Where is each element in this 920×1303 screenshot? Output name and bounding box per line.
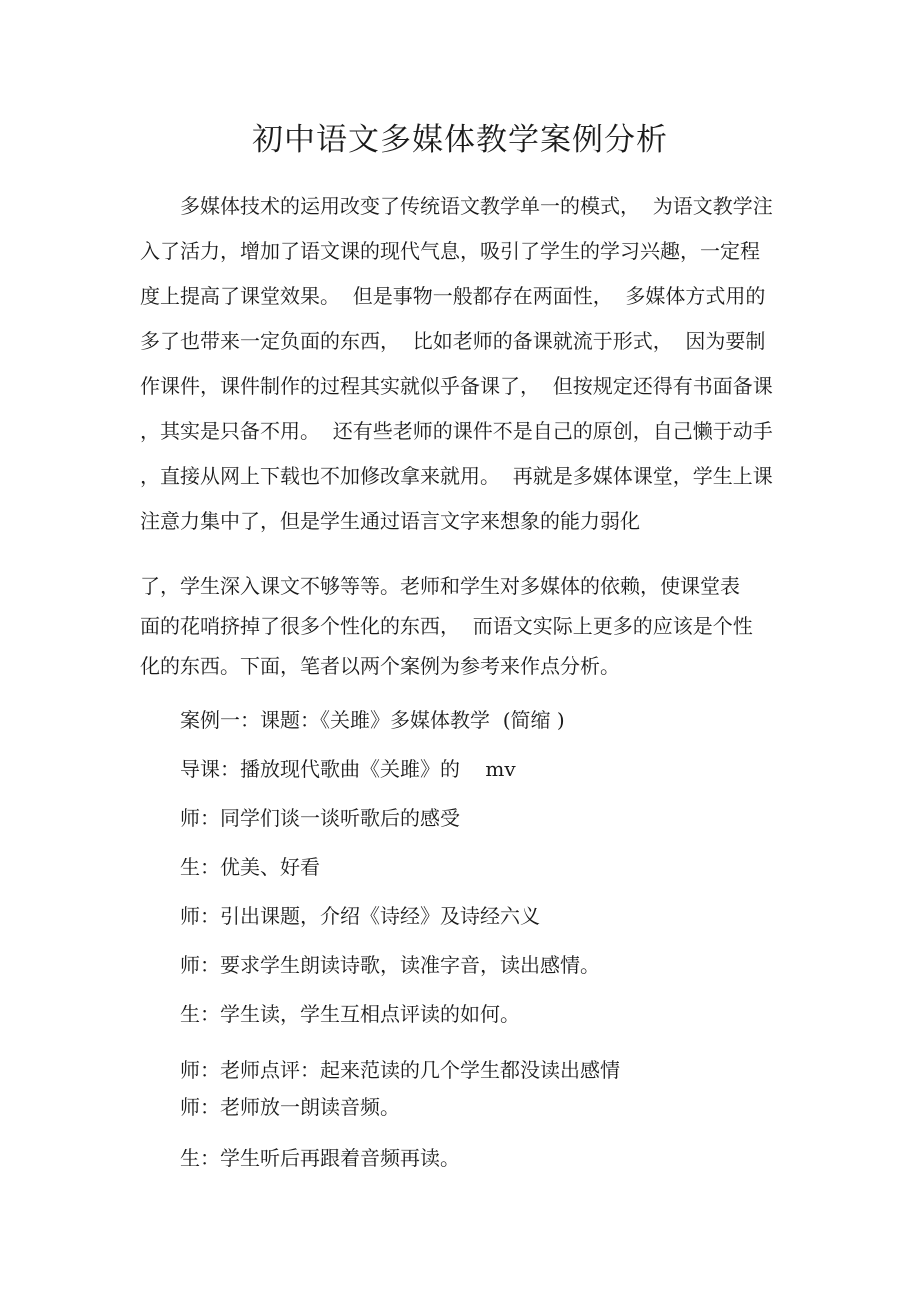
case-line: 导课：播放现代歌曲《关雎》的 mv [180,757,516,781]
case-line: 师：老师点评：起来范读的几个学生都没读出感情 [180,1058,620,1082]
paragraph-line: 入了活力，增加了语文课的现代气息，吸引了学生的学习兴趣，一定程 [140,239,760,263]
case-title: 案例一：课题：《关雎》多媒体教学 (简缩 ) [180,708,565,732]
case-line: 生：学生读，学生互相点评读的如何。 [180,1002,520,1026]
paragraph-line: 作课件，课件制作的过程其实就似乎备课了， 但按规定还得有书面备课 [140,374,773,398]
paragraph-line: ，其实是只备不用。 还有些老师的课件不是自己的原创，自己懒于动手 [140,419,773,443]
paragraph-line: 了，学生深入课文不够等等。老师和学生对多媒体的依赖，使课堂表 [140,574,740,598]
case-line: 师：引出课题，介绍《诗经》及诗经六义 [180,904,540,928]
case-line: 生：优美、好看 [180,855,320,879]
paragraph-line: 注意力集中了，但是学生通过语言文字来想象的能力弱化 [140,509,640,533]
paragraph-line: 度上提高了课堂效果。 但是事物一般都存在两面性， 多媒体方式用的 [140,284,766,308]
document-title: 初中语文多媒体教学案例分析 [252,122,668,158]
paragraph-line: 化的东西。下面，笔者以两个案例为参考来作点分析。 [140,654,620,678]
case-line: 生：学生听后再跟着音频再读。 [180,1146,460,1170]
case-line: 师：老师放一朗读音频。 [180,1095,400,1119]
case-line: 师：同学们谈一谈听歌后的感受 [180,806,460,830]
case-line: 师：要求学生朗读诗歌，读准字音，读出感情。 [180,953,600,977]
paragraph-line: 面的花哨挤掉了很多个性化的东西， 而语文实际上更多的应该是个性 [140,614,753,638]
paragraph-line: ，直接从网上下载也不加修改拿来就用。 再就是多媒体课堂，学生上课 [140,464,773,488]
paragraph-line: 多了也带来一定负面的东西， 比如老师的备课就流于形式， 因为要制 [140,329,766,353]
paragraph-line: 多媒体技术的运用改变了传统语文教学单一的模式， 为语文教学注 [180,194,773,218]
